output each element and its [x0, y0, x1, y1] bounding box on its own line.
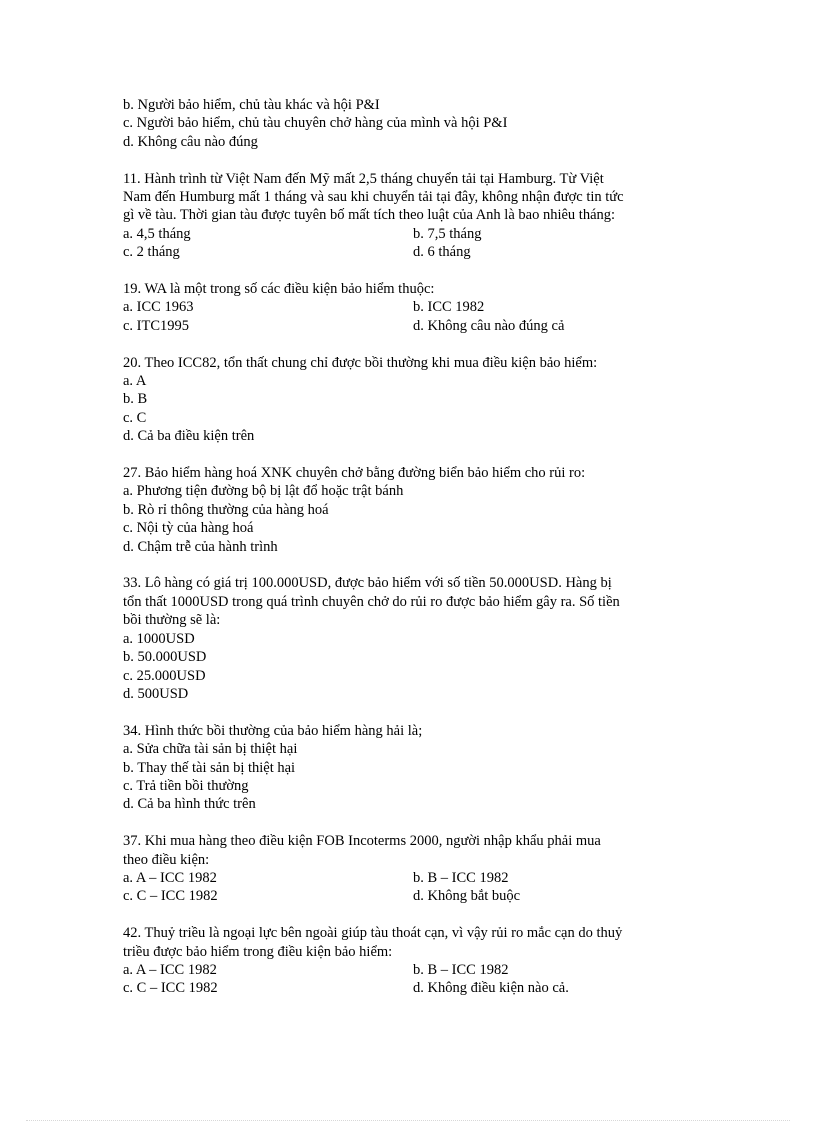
- question-text-line: 37. Khi mua hàng theo điều kiện FOB Incoterms 2000, người nhập khẩu phải mua: [123, 833, 601, 850]
- option-line: c. Người bảo hiểm, chủ tàu chuyên chở hàng của mình và hội P&I: [123, 115, 508, 132]
- carryover-options: [123, 96, 703, 151]
- option-d: d. Cả ba hình thức trên: [123, 796, 256, 813]
- option-c: c. C – ICC 1982: [123, 980, 218, 997]
- option-d: d. Không câu nào đúng cả: [413, 317, 565, 334]
- question-text-line: 11. Hành trình từ Việt Nam đến Mỹ mất 2,5 tháng chuyển tải tại Hamburg. Từ Việt: [123, 170, 604, 187]
- question-text-line: 33. Lô hàng có giá trị 100.000USD, được bảo hiểm với số tiền 50.000USD. Hàng bị: [123, 575, 612, 592]
- question-11: [123, 170, 703, 262]
- question-text-line: 20. Theo ICC82, tổn thất chung chỉ được bồi thường khi mua điều kiện bảo hiểm:: [123, 354, 598, 371]
- option-b: b. Thay thế tài sản bị thiệt hại: [123, 759, 296, 776]
- option-a: a. A – ICC 1982: [123, 961, 217, 978]
- option-d: d. Không bắt buộc: [413, 888, 521, 905]
- question-34: [123, 722, 703, 814]
- option-c: c. Nội tỳ của hàng hoá: [123, 520, 254, 537]
- option-row: [123, 869, 703, 887]
- option-d: d. Chậm trễ của hành trình: [123, 538, 278, 555]
- option-a: a. A: [123, 373, 147, 390]
- option-line: b. Người bảo hiểm, chủ tàu khác và hội P&I: [123, 97, 380, 113]
- document-body: [123, 96, 703, 1016]
- question-text-line: triều được bảo hiểm trong điều kiện bảo hiểm:: [123, 943, 393, 960]
- option-c: c. Trả tiền bồi thường: [123, 777, 249, 794]
- question-text-line: 19. WA là một trong số các điều kiện bảo hiểm thuộc:: [123, 281, 435, 298]
- question-37: [123, 832, 703, 906]
- option-d: d. 500USD: [123, 685, 189, 702]
- question-27: [123, 464, 703, 556]
- question-text-line: bồi thường sẽ là:: [123, 612, 221, 629]
- option-c: c. C – ICC 1982: [123, 888, 218, 905]
- question-19: [123, 280, 703, 335]
- question-33: [123, 574, 703, 703]
- page-bottom-divider: [26, 1120, 790, 1121]
- question-text-line: gì về tàu. Thời gian tàu được tuyên bố mất tích theo luật của Anh là bao nhiêu tháng:: [123, 207, 616, 224]
- option-b: b. 50.000USD: [123, 649, 207, 666]
- option-d: d. Cả ba điều kiện trên: [123, 428, 255, 445]
- option-a: a. 1000USD: [123, 630, 195, 647]
- option-c: c. ITC1995: [123, 317, 190, 334]
- question-text-line: 42. Thuỷ triều là ngoại lực bên ngoài giúp tàu thoát cạn, vì vậy rủi ro mắc cạn do thuỷ: [123, 925, 623, 942]
- option-a: a. Sửa chữa tài sản bị thiệt hại: [123, 741, 298, 758]
- option-row: [123, 317, 703, 335]
- question-text-line: tổn thất 1000USD trong quá trình chuyên chở do rủi ro được bảo hiểm gây ra. Số tiền: [123, 593, 620, 610]
- option-row: [123, 887, 703, 905]
- option-a: a. Phương tiện đường bộ bị lật đổ hoặc trật bánh: [123, 483, 404, 500]
- question-text-line: 27. Bảo hiểm hàng hoá XNK chuyên chở bằng đường biển bảo hiểm cho rủi ro:: [123, 465, 586, 482]
- option-d: d. 6 tháng: [413, 244, 471, 261]
- option-c: c. 2 tháng: [123, 244, 180, 261]
- option-b: b. 7,5 tháng: [413, 225, 482, 242]
- option-row: [123, 243, 703, 261]
- option-c: c. C: [123, 409, 147, 426]
- option-b: b. B: [123, 391, 148, 408]
- option-a: a. A – ICC 1982: [123, 869, 217, 886]
- option-d: d. Không điều kiện nào cả.: [413, 980, 569, 997]
- option-c: c. 25.000USD: [123, 667, 206, 684]
- question-42: [123, 924, 703, 998]
- option-a: a. ICC 1963: [123, 299, 194, 316]
- option-row: [123, 298, 703, 316]
- option-b: b. Rò rỉ thông thường của hàng hoá: [123, 501, 329, 518]
- option-row: [123, 979, 703, 997]
- option-row: [123, 961, 703, 979]
- option-b: b. B – ICC 1982: [413, 961, 509, 978]
- option-line: d. Không câu nào đúng: [123, 133, 258, 150]
- question-text-line: 34. Hình thức bồi thường của bảo hiểm hàng hải là;: [123, 722, 423, 739]
- question-text-line: theo điều kiện:: [123, 851, 210, 868]
- option-b: b. ICC 1982: [413, 299, 485, 316]
- option-row: [123, 225, 703, 243]
- option-a: a. 4,5 tháng: [123, 225, 191, 242]
- question-20: [123, 354, 703, 446]
- question-text-line: Nam đến Humburg mất 1 tháng và sau khi chuyển tải tại đây, không nhận được tin tức: [123, 189, 624, 206]
- option-b: b. B – ICC 1982: [413, 869, 509, 886]
